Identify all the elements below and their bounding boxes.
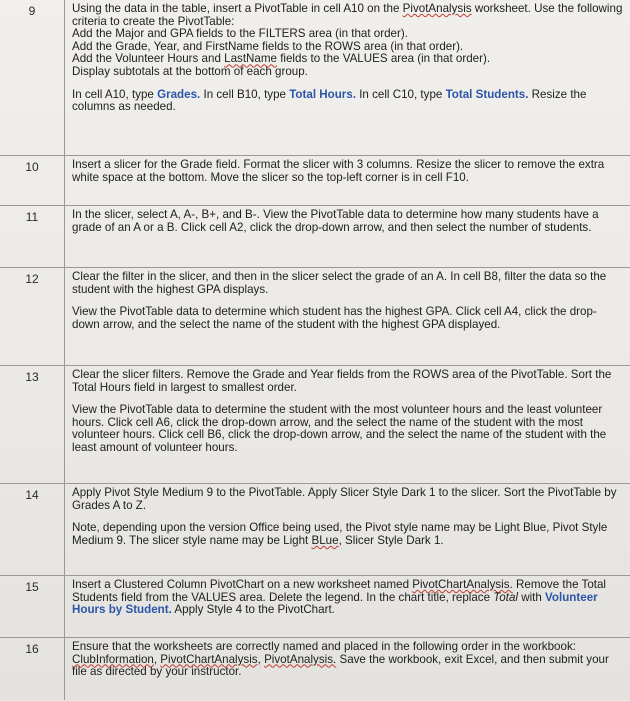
step-row-14 [0, 483, 630, 576]
step-number: 12 [25, 272, 39, 286]
step-paragraph: Apply Pivot Style Medium 9 to the PivotTable. Apply Slicer Style Dark 1 to the slicer. Sort the PivotTable by Grades A to Z. [72, 486, 617, 512]
step-text [72, 209, 624, 234]
worksheet-name: PivotChartAnalysis, [160, 652, 261, 666]
criteria-line: Add the Grade, Year, and FirstName fields to the ROWS area (in that order). [72, 39, 464, 53]
step-number: 9 [28, 4, 36, 18]
criteria-line: Display subtotals at the bottom of each group. [72, 64, 308, 78]
step-text [72, 579, 624, 617]
step-paragraph: Insert a slicer for the Grade field. Format the slicer with 3 columns. Resize the slicer to remove the extra white space at the bottom. Move the slicer so the top-left corner is in cell F10. [72, 158, 605, 184]
step-paragraph [72, 3, 624, 79]
step-paragraph [72, 641, 624, 679]
text-span: Save the workbook, exit Excel, and then submit your file as directed by your instructor. [72, 652, 609, 679]
text-span: fields to the VALUES area (in that order). [276, 52, 491, 66]
text-span: Note, depending upon the version Office being used, the Pivot style name may be Light Blue, Pivot Style Medium 9. The slicer style name may be Light [72, 521, 608, 547]
step-paragraph: Clear the slicer filters. Remove the Grade and Year fields from the ROWS area of the PivotTable. Sort the Total Hours field in largest to smallest order. [72, 368, 612, 394]
worksheet-name: PivotAnalysis [402, 2, 472, 15]
text-span: In cell A10, type [72, 87, 158, 101]
step-row-10 [0, 155, 630, 206]
worksheet-name: PivotChartAnalysis. [412, 578, 513, 591]
step-text [72, 271, 624, 331]
step-number: 13 [25, 370, 39, 384]
step-paragraph: View the PivotTable data to determine the student with the most volunteer hours and the least volunteer hours. Click cell A6, click the drop-down arrow, and the select the name of the student with the most volunteer hours. Click cell B6, click the drop-down arrow, and the select the name of the student with the least amount of volunteer hours. [72, 403, 607, 454]
step-row-11 [0, 205, 630, 268]
step-number: 15 [25, 580, 39, 594]
step-paragraph: View the PivotTable data to determine which student has the highest GPA. Click cell A4, click the drop-down arrow, and the select the name of the student with the highest GPA displayed. [72, 305, 597, 331]
typed-value: Total Hours. [289, 87, 356, 101]
typed-value: Total Students. [445, 87, 529, 101]
step-row-13 [0, 365, 630, 484]
text-span: Add the Volunteer Hours and [72, 52, 225, 66]
text-span: In cell B10, type [200, 87, 290, 101]
text-span: In cell C10, type [355, 87, 446, 101]
text-span: with [517, 590, 546, 604]
step-number: 16 [25, 642, 39, 656]
typed-value: Grades. [157, 87, 201, 101]
text-span: Using the data in the table, insert a PivotTable in cell A10 on the [72, 2, 403, 15]
step-text [72, 3, 624, 114]
step-number: 10 [25, 160, 39, 174]
step-text [72, 369, 624, 455]
italic-word: Total [493, 590, 518, 604]
criteria-line: Add the Major and GPA fields to the FILTERS area (in that order). [72, 27, 408, 41]
text-span: Remove the Total Students field from the VALUES area. Delete the legend. In the chart title, replace [72, 578, 607, 604]
text-span: Insert a Clustered Column PivotChart on a new worksheet named [72, 578, 413, 591]
text-span: worksheet. Use the following criteria to create the PivotTable: [72, 2, 623, 28]
step-paragraph [72, 89, 624, 114]
text-span: Resize the columns as needed. [72, 87, 587, 114]
step-row-12 [0, 267, 630, 366]
step-paragraph: Clear the filter in the slicer, and then in the slicer select the grade of an A. In cell B8, filter the data so the student with the highest GPA displays. [72, 270, 607, 296]
step-text [72, 159, 624, 184]
text-span: Apply Style 4 to the PivotChart. [171, 603, 335, 617]
step-number: 14 [25, 488, 39, 502]
style-name: BLue, [311, 533, 342, 547]
text-span: Slicer Style Dark 1. [341, 533, 444, 547]
step-number: 11 [25, 210, 39, 224]
worksheet-name: ClubInformation, [72, 652, 158, 666]
field-name: LastName [224, 52, 277, 66]
step-row-9 [0, 0, 630, 155]
worksheet-name: PivotAnalysis. [264, 652, 337, 666]
step-text [72, 641, 624, 679]
text-span: Ensure that the worksheets are correctly named and placed in the following order in the workbook: [72, 640, 576, 653]
step-paragraph: In the slicer, select A, A-, B+, and B-. View the PivotTable data to determine how many students have a grade of an A or a B. Click cell A2, click the drop-down arrow, and then select the number of students. [72, 208, 599, 234]
step-paragraph [72, 522, 624, 547]
step-row-15 [0, 575, 630, 638]
step-text [72, 487, 624, 547]
step-paragraph [72, 579, 624, 617]
typed-value: Volunteer Hours by Student. [72, 590, 598, 617]
step-row-16 [0, 637, 630, 701]
